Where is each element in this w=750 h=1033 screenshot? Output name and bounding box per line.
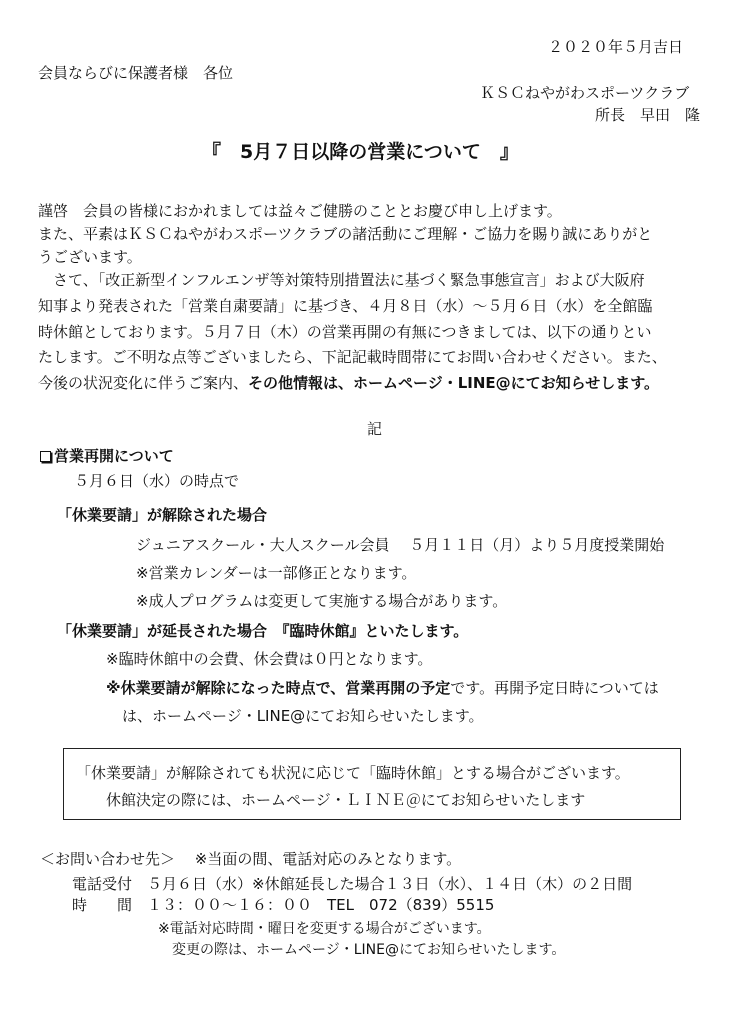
organization-name: ＫＳＣねやがわスポーツクラブ bbox=[480, 84, 690, 102]
intro-line: また、平素はＫＳＣねやがわスポーツクラブの諸活動にご理解・ご協力を賜り誠にありがと bbox=[38, 225, 653, 243]
extended-note-rest: です。再開予定日時については bbox=[450, 679, 659, 697]
recipient: 会員ならびに保護者様 各位 bbox=[38, 64, 234, 82]
intro-last-normal: 今後の状況変化に伴うご案内、 bbox=[38, 374, 249, 392]
intro-line: 謹啓 会員の皆様におかれましては益々ご健勝のこととお慶び申し上げます。 bbox=[38, 202, 562, 220]
intro-line: うございます。 bbox=[38, 248, 142, 266]
notice-line: 休館決定の際には、ホームページ・ＬＩＮＥ＠にてお知らせいたします bbox=[106, 791, 586, 809]
ki-marker: 記 bbox=[367, 420, 383, 438]
extended-note-cont: は、ホームページ・LINE@にてお知らせいたします。 bbox=[122, 707, 484, 725]
sender-name: 所長 早田 隆 bbox=[595, 106, 701, 124]
lifted-note: ※営業カレンダーは一部修正となります。 bbox=[136, 564, 417, 582]
intro-line: たします。ご不明な点等ございましたら、下記記載時間帯にてお問い合わせください。また、 bbox=[38, 348, 667, 366]
page-title: 『 5月７日以降の営業について 』 bbox=[202, 141, 519, 163]
contact-hours: 時 間 １３：００～１６：００ TEL 072（839）5515 bbox=[72, 896, 495, 914]
contact-note: 変更の際は、ホームページ・LINE@にてお知らせいたします。 bbox=[172, 942, 566, 958]
lifted-label: 「休業要請」が解除された場合 bbox=[57, 506, 268, 524]
extended-note-bold: ※休業要請が解除になった時点で、営業再開の予定 bbox=[106, 679, 451, 697]
intro-line: さて、「改正新型インフルエンザ等対策特別措置法に基づく緊急事態宣言」および大阪府 bbox=[38, 271, 645, 289]
extended-note-2 bbox=[106, 681, 659, 696]
date: ２０２０年５月吉日 bbox=[548, 38, 684, 56]
intro-line: 知事より発表された「営業自粛要請」に基づき、４月８日（水）～５月６日（水）を全館臨 bbox=[38, 297, 653, 315]
intro-line-last bbox=[38, 376, 659, 391]
intro-line: 時休館としております。５月７日（木）の営業再開の有無につきましては、以下の通りとい bbox=[38, 323, 652, 341]
notice-line: 「休業要請」が解除されても状況に応じて「臨時休館」とする場合がございます。 bbox=[76, 764, 630, 782]
checkbox-square-icon bbox=[40, 451, 51, 462]
section-heading bbox=[40, 449, 174, 464]
extended-label: 「休業要請」が延長された場合 『臨時休館』といたします。 bbox=[57, 622, 469, 640]
section-heading-label: 営業再開について bbox=[54, 447, 174, 465]
contact-note: ※電話対応時間・曜日を変更する場合がございます。 bbox=[158, 921, 491, 937]
notice-box bbox=[63, 748, 681, 820]
contact-heading: ＜お問い合わせ先＞ ※当面の間、電話対応のみとなります。 bbox=[40, 850, 462, 868]
timing-line: ５月６日（水）の時点で bbox=[74, 472, 240, 490]
extended-note: ※臨時休館中の会費、休会費は０円となります。 bbox=[106, 650, 433, 668]
lifted-note: ※成人プログラムは変更して実施する場合があります。 bbox=[136, 592, 508, 610]
contact-reception: 電話受付 ５月６日（水）※休館延長した場合１３日（水）、１４日（木）の２日間 bbox=[72, 875, 633, 893]
intro-last-bold: その他情報は、ホームページ・LINE@にてお知らせします。 bbox=[248, 374, 660, 392]
lifted-line: ジュニアスクール・大人スクール会員 ５月１１日（月）より５月度授業開始 bbox=[136, 536, 665, 554]
